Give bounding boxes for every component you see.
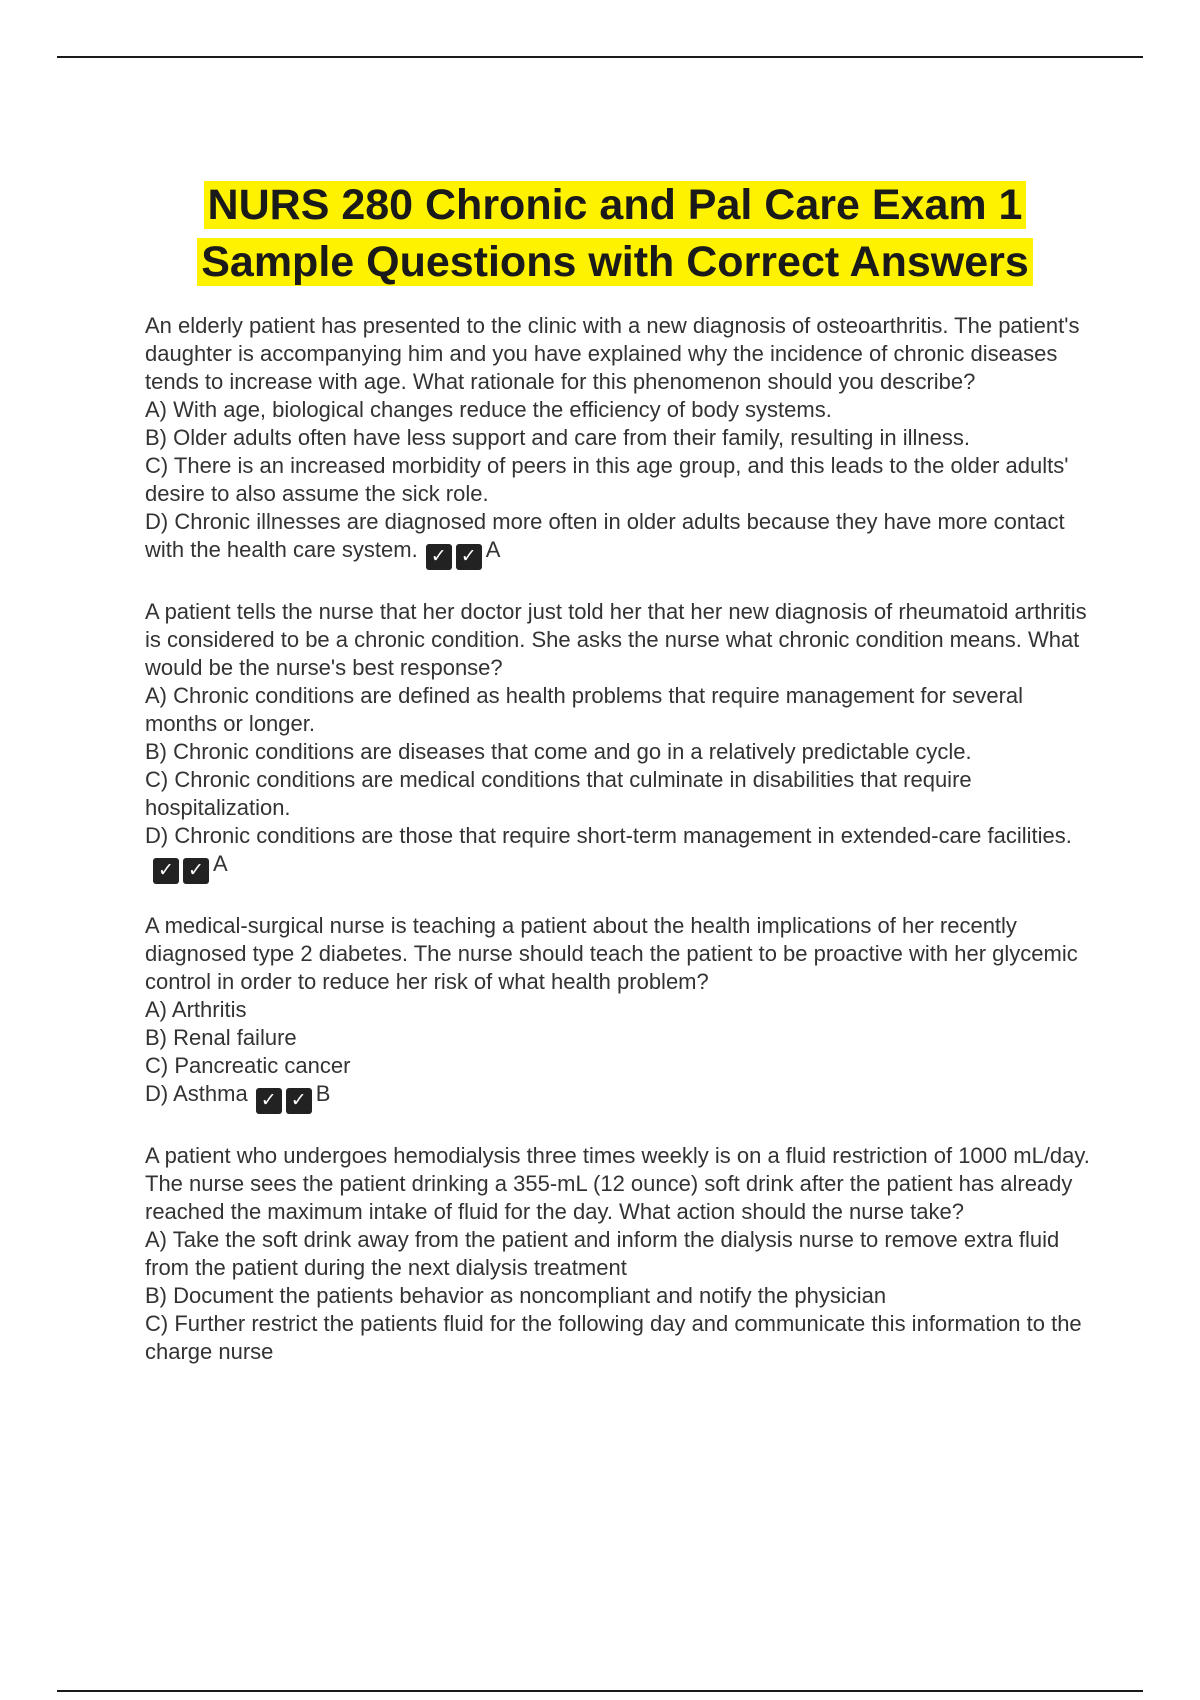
answer-option: A) Arthritis bbox=[145, 997, 247, 1022]
correct-answer: B bbox=[315, 1081, 331, 1106]
check-icon: ✓ bbox=[256, 1088, 282, 1114]
check-icon: ✓ bbox=[183, 858, 209, 884]
answer-option: B) Renal failure bbox=[145, 1025, 297, 1050]
answer-option: C) Pancreatic cancer bbox=[145, 1053, 351, 1078]
questions-list bbox=[145, 312, 1095, 1394]
question-4 bbox=[145, 1142, 1095, 1366]
question-1 bbox=[145, 312, 1095, 570]
answer-option: B) Document the patients behavior as noncompliant and notify the physician bbox=[145, 1283, 887, 1308]
answer-option: A) With age, biological changes reduce the efficiency of body systems. bbox=[145, 397, 832, 422]
answer-option: B) Chronic conditions are diseases that come and go in a relatively predictable cycle. bbox=[145, 739, 972, 764]
question-2 bbox=[145, 598, 1095, 884]
answer-option: A) Chronic conditions are defined as health problems that require management for several months or longer. bbox=[145, 683, 1024, 736]
footer-rule bbox=[57, 1690, 1143, 1692]
title-line-1: NURS 280 Chronic and Pal Care Exam 1 bbox=[204, 181, 1027, 229]
check-icon: ✓ bbox=[153, 858, 179, 884]
answer-option: B) Older adults often have less support and care from their family, resulting in illness. bbox=[145, 425, 970, 450]
answer-option-text: D) Asthma bbox=[145, 1081, 248, 1106]
check-icon: ✓ bbox=[456, 544, 482, 570]
answer-option: A) Take the soft drink away from the patient and inform the dialysis nurse to remove extra fluid from the patient during the next dialysis treatment bbox=[145, 1227, 1060, 1280]
question-stem: A medical-surgical nurse is teaching a patient about the health implications of her recently diagnosed type 2 diabetes. The nurse should teach the patient to be proactive with her glycemic control in order to reduce her risk of what health problem? bbox=[145, 913, 1078, 994]
question-3 bbox=[145, 912, 1095, 1114]
answer-option-last bbox=[145, 508, 1095, 570]
answer-option-text: D) Chronic illnesses are diagnosed more often in older adults because they have more contact with the health care system. bbox=[145, 509, 1065, 562]
answer-option: C) There is an increased morbidity of peers in this age group, and this leads to the older adults' desire to also assume the sick role. bbox=[145, 453, 1069, 506]
answer-option: C) Chronic conditions are medical conditions that culminate in disabilities that require hospitalization. bbox=[145, 767, 972, 820]
correct-answer: A bbox=[213, 851, 228, 876]
answer-option-last bbox=[145, 822, 1095, 884]
header-rule bbox=[57, 56, 1143, 58]
check-icon: ✓ bbox=[286, 1088, 312, 1114]
title-line-2: Sample Questions with Correct Answers bbox=[197, 238, 1033, 286]
answer-option: C) Further restrict the patients fluid for the following day and communicate this information to the charge nurse bbox=[145, 1311, 1082, 1364]
correct-answer: A bbox=[485, 537, 501, 562]
question-stem: An elderly patient has presented to the clinic with a new diagnosis of osteoarthritis. The patient's daughter is accompanying him and you have explained why the incidence of chronic diseases tends to increase with age. What rationale for this phenomenon should you describe? bbox=[145, 313, 1080, 394]
check-icon: ✓ bbox=[426, 544, 452, 570]
answer-option-last bbox=[145, 1080, 1095, 1114]
question-stem: A patient tells the nurse that her doctor just told her that her new diagnosis of rheumatoid arthritis is considered to be a chronic condition. She asks the nurse what chronic condition means. What would be the nurse's best response? bbox=[145, 599, 1087, 680]
question-stem: A patient who undergoes hemodialysis three times weekly is on a fluid restriction of 1000 mL/day. The nurse sees the patient drinking a 355-mL (12 ounce) soft drink after the patient has already reached the maximum intake of fluid for the day. What action should the nurse take? bbox=[145, 1143, 1090, 1224]
document-title bbox=[150, 177, 1080, 291]
answer-option-text: D) Chronic conditions are those that require short-term management in extended-care facilities. bbox=[145, 823, 1072, 848]
